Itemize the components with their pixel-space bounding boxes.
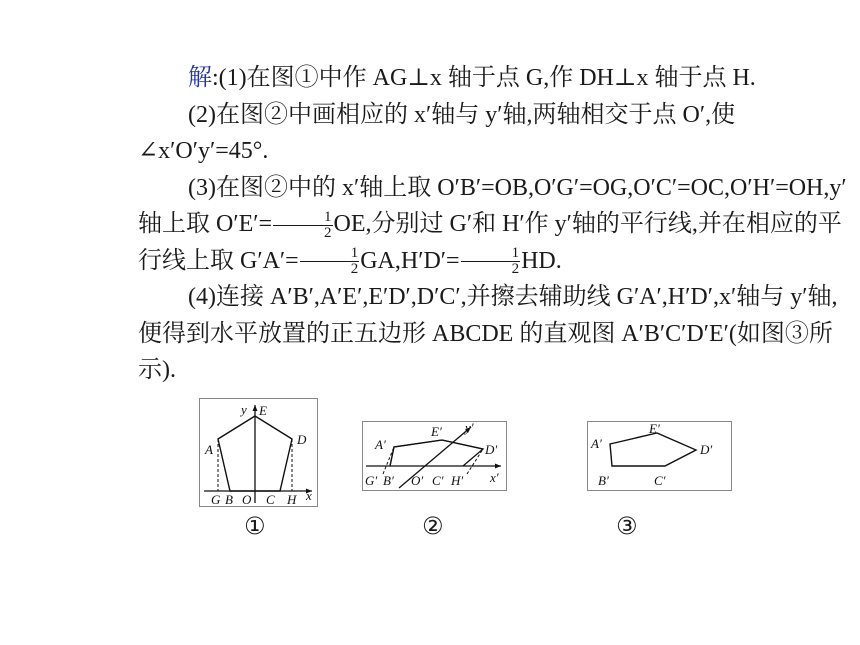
- figure-2-construction: [362, 421, 507, 491]
- step-1: 解:(1)在图①中作 AG⊥x 轴于点 G,作 DH⊥x 轴于点 H.: [188, 65, 756, 91]
- fraction-half: $\frac{1}{2}$: [300, 246, 360, 277]
- label-C-prime: C′: [432, 473, 444, 488]
- step-4: (4)连接 A′B′,A′E′,E′D′,D′C′,并擦去辅助线 G′A′,H′D′,x′轴与 y′轴,便得到水平放置的正五边形 ABCDE 的直观图 A′B′C′D′E′(如图③所示).: [138, 284, 838, 383]
- label-A-prime: A′: [375, 437, 386, 452]
- label-D-prime: D′: [700, 442, 713, 457]
- label-y: y: [241, 402, 247, 417]
- fraction-half: $\frac{1}{2}$: [273, 210, 333, 241]
- label-B-prime: B′: [598, 473, 609, 488]
- label-y-prime: y′: [465, 422, 474, 435]
- fraction-half: $\frac{1}{2}$: [461, 246, 521, 277]
- solution-label: 解: [188, 65, 212, 91]
- label-x: x: [306, 488, 312, 503]
- label-C: C: [266, 492, 275, 506]
- label-O-prime: O′: [411, 473, 424, 488]
- label-B-prime: B′: [383, 473, 394, 488]
- label-G: G: [211, 492, 221, 506]
- label-A: A: [205, 442, 213, 457]
- label-O: O: [242, 492, 252, 506]
- figure-3-label: ③: [616, 512, 638, 540]
- label-E: E: [259, 403, 267, 418]
- label-D-prime: D′: [485, 442, 498, 457]
- figure-2-label: ②: [422, 512, 444, 540]
- label-x-prime: x′: [490, 470, 499, 485]
- label-G-prime: G′: [365, 473, 378, 488]
- label-H: H: [287, 492, 297, 506]
- label-C-prime: C′: [654, 473, 666, 488]
- figure-1-label: ①: [244, 512, 266, 540]
- step-3: (3)在图②中的 x′轴上取 O′B′=OB,O′G′=OG,O′C′=OC,O′H′=OH,y′轴上取 O′E′= $\frac{1}{2}$ OE,分别过 G′和 H′作 y′轴的平行线,并在相应的平行线上取 G′A′= $\frac{1}{2}$ GA,H′D′= $\frac{1}{2}$ HD.: [138, 174, 847, 278]
- figure-3-result: [587, 421, 732, 491]
- label-B: B: [225, 492, 233, 506]
- label-E-prime: E′: [431, 424, 442, 439]
- label-A-prime: A′: [591, 436, 602, 451]
- solution-text: [138, 60, 850, 389]
- step-2: (2)在图②中画相应的 x′轴与 y′轴,两轴相交于点 O′,使∠x′O′y′=45°.: [138, 101, 736, 164]
- label-D: D: [297, 432, 307, 447]
- figure-1-pentagon: [199, 398, 318, 507]
- label-H-prime: H′: [451, 473, 464, 488]
- label-E-prime: E′: [649, 422, 660, 436]
